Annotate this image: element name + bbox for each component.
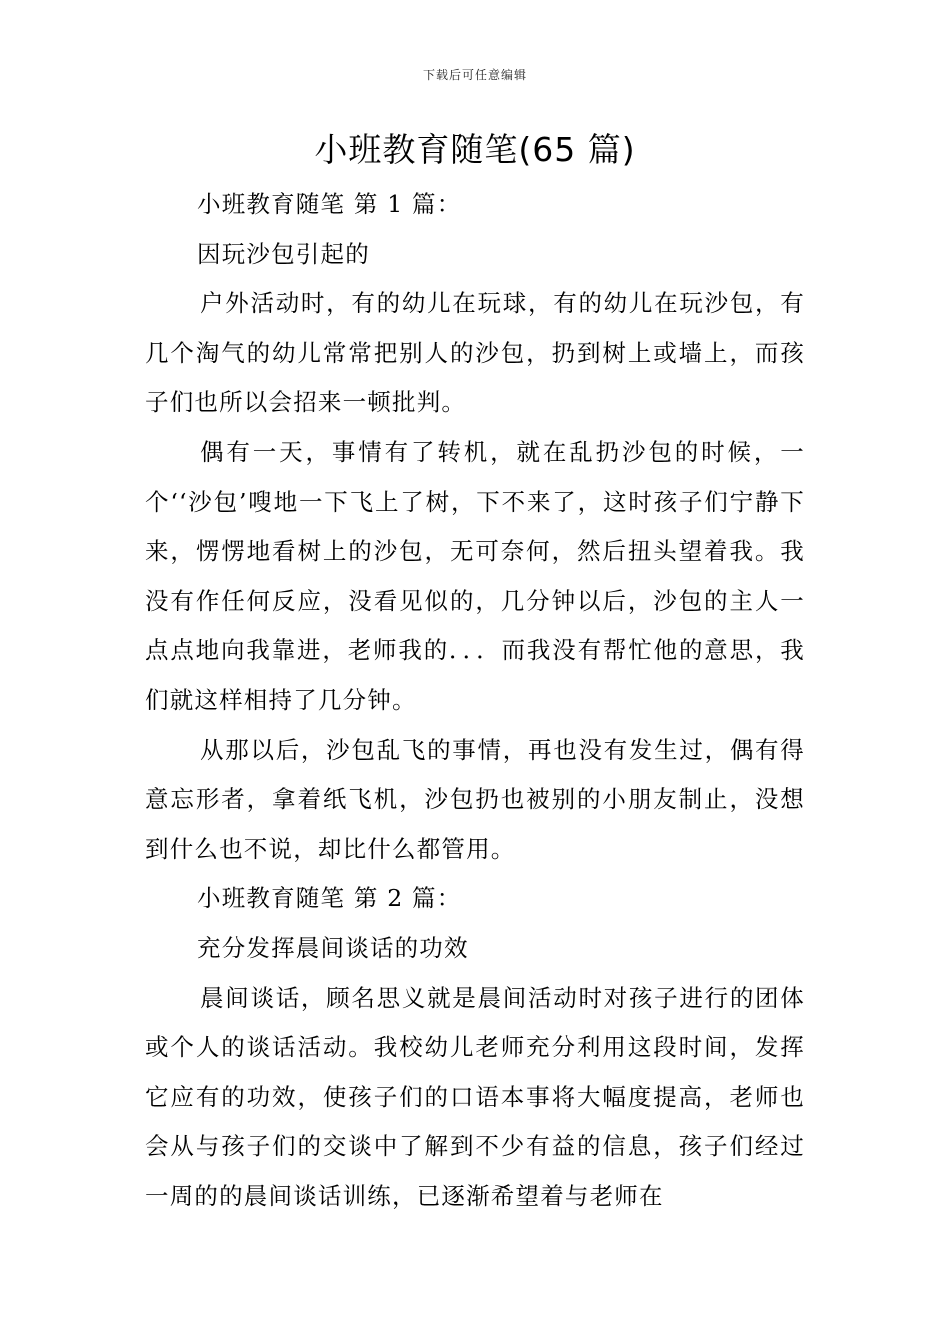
section-subtitle: 因玩沙包引起的 xyxy=(197,239,370,268)
paragraph: 晨间谈话，顾名思义就是晨间活动时对孩子进行的团体或个人的谈话活动。我校幼儿老师充分利用这段时间，发挥它应有的功效，使孩子们的口语本事将大幅度提高，老师也会从与孩子们的交谈中了解到不少有益的信息，孩子们经过一周的的晨间谈话训练，已逐渐希望着与老师在 xyxy=(145,983,805,1210)
section-heading: 小班教育随笔 第 1 篇： xyxy=(197,190,462,218)
section-subtitle: 充分发挥晨间谈话的功效 xyxy=(197,933,469,962)
paragraph: 从那以后，沙包乱飞的事情，再也没有发生过，偶有得意忘形者，拿着纸飞机，沙包扔也被别的小朋友制止，没想到什么也不说，却比什么都管用。 xyxy=(145,735,805,863)
paragraph: 户外活动时，有的幼儿在玩球，有的幼儿在玩沙包，有几个淘气的幼儿常常把别人的沙包，扔到树上或墙上，而孩子们也所以会招来一顿批判。 xyxy=(145,289,805,417)
document-title: 小班教育随笔(65 篇) xyxy=(314,130,636,169)
section xyxy=(145,180,805,874)
section-heading: 小班教育随笔 第 2 篇： xyxy=(197,884,462,913)
document-body xyxy=(145,180,805,1221)
section xyxy=(145,874,805,1221)
header-note: 下载后可任意编辑 xyxy=(422,68,527,82)
paragraph: 偶有一天，事情有了转机，就在乱扔沙包的时候，一个‘‘沙包’嗖地一下飞上了树，下不来了，这时孩子们宁静下来，愣愣地看树上的沙包，无可奈何，然后扭头望着我。我没有作任何反应，没看见似的，几分钟以后，沙包的主人一点点地向我靠进，老师我的．．．而我没有帮忙他的意思，我们就这样相持了几分钟。 xyxy=(145,437,805,714)
